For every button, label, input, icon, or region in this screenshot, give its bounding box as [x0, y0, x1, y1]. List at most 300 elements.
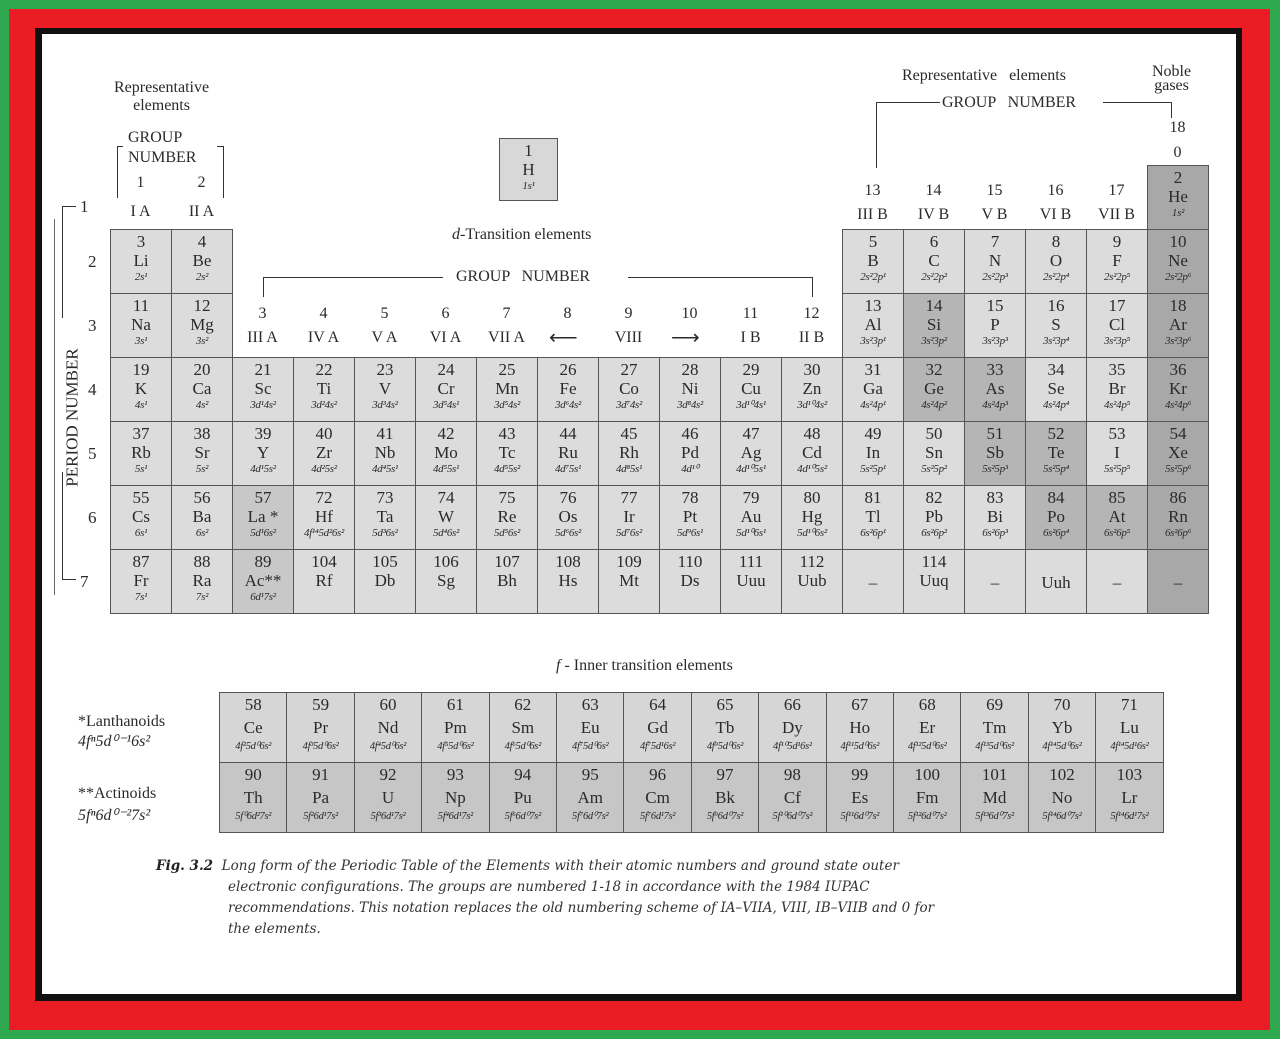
f-element-cell[interactable] — [691, 692, 759, 763]
atomic-number: 61 — [446, 695, 464, 714]
atomic-number: 14 — [925, 296, 943, 315]
left-representative-label: Representative elements — [114, 79, 210, 114]
element-cell[interactable] — [964, 229, 1026, 294]
element-cell[interactable] — [1086, 549, 1148, 614]
electron-config: 5s²5p⁴ — [1042, 463, 1070, 475]
element-cell[interactable] — [1147, 485, 1209, 550]
electron-config: 3s¹ — [134, 335, 148, 347]
element-cell[interactable] — [171, 421, 233, 486]
element-symbol: Yb — [1051, 718, 1073, 737]
electron-config: 5s¹ — [134, 463, 148, 475]
element-symbol: Zr — [315, 443, 333, 462]
atomic-number: 99 — [851, 765, 869, 784]
element-cell[interactable] — [354, 357, 416, 422]
electron-config: 5s²5p¹ — [860, 463, 886, 475]
element-cell[interactable] — [171, 485, 233, 550]
element-cell[interactable] — [720, 421, 782, 486]
f-element-cell[interactable] — [1095, 762, 1163, 833]
electron-config: 5f¹⁴6d⁰7s² — [1042, 811, 1082, 822]
element-cell[interactable] — [598, 549, 660, 614]
element-symbol: Br — [1108, 379, 1126, 398]
element-cell[interactable] — [110, 421, 172, 486]
atomic-number: 51 — [986, 424, 1004, 443]
element-symbol: Fm — [915, 788, 939, 807]
element-cell[interactable] — [171, 293, 233, 358]
element-cell[interactable] — [1025, 357, 1087, 422]
atomic-number: 6 — [929, 232, 939, 251]
element-cell[interactable] — [964, 421, 1026, 486]
group-old-label: IV B — [917, 206, 950, 223]
atomic-number — [843, 552, 903, 571]
element-cell[interactable] — [1025, 485, 1087, 550]
element-cell[interactable] — [598, 421, 660, 486]
f-element-cell[interactable] — [623, 692, 691, 763]
atomic-number: 35 — [1108, 360, 1126, 379]
element-cell[interactable] — [598, 357, 660, 422]
atomic-number: 70 — [1053, 695, 1071, 714]
element-cell[interactable] — [354, 421, 416, 486]
atomic-number: 74 — [437, 488, 455, 507]
element-symbol: Cl — [1108, 315, 1126, 334]
group-old-label: III A — [247, 329, 278, 346]
element-cell[interactable] — [1147, 421, 1209, 486]
element-cell[interactable] — [293, 549, 355, 614]
electron-config: 5f⁰6d²7s² — [235, 811, 272, 822]
group-old-label: V A — [371, 329, 398, 346]
element-cell[interactable] — [903, 485, 965, 550]
right-group-number-label: GROUP NUMBER — [942, 94, 1077, 111]
atomic-number: 110 — [677, 552, 703, 571]
element-cell[interactable] — [842, 485, 904, 550]
element-symbol: Cu — [741, 379, 761, 398]
group-number: 16 — [1047, 182, 1064, 199]
element-cell[interactable] — [1025, 229, 1087, 294]
element-symbol: Ce — [243, 718, 263, 737]
lanthanoids-label: *Lanthanoids — [78, 713, 166, 730]
element-symbol: Ge — [924, 379, 944, 398]
electron-config: 4f⁹5d⁰6s² — [706, 741, 744, 752]
element-symbol: Ac** — [244, 571, 282, 590]
electron-config: 4f⁶5d⁰6s² — [504, 741, 541, 752]
element-symbol: Pm — [444, 718, 467, 737]
element-cell[interactable] — [415, 549, 477, 614]
group-old-label: VI B — [1039, 206, 1072, 223]
element-cell[interactable] — [110, 293, 172, 358]
element-symbol: Pd — [681, 443, 699, 462]
group-number: 6 — [441, 305, 450, 322]
electron-config: 4d¹⁰5s² — [797, 463, 827, 475]
element-symbol: Nb — [374, 443, 396, 462]
element-cell[interactable] — [171, 549, 233, 614]
element-symbol: – — [990, 573, 1000, 592]
element-symbol: Ag — [740, 443, 762, 462]
element-cell[interactable] — [1086, 421, 1148, 486]
electron-config: 3s²3p² — [921, 335, 947, 347]
electron-config: 1s² — [1171, 207, 1185, 219]
element-symbol: Np — [444, 788, 466, 807]
electron-config: 5d¹⁰6s² — [797, 527, 827, 539]
f-element-cell[interactable] — [489, 692, 557, 763]
f-element-cell[interactable] — [556, 692, 624, 763]
electron-config: 4s²4p² — [921, 399, 947, 411]
period-label: 5 — [88, 444, 97, 463]
element-cell[interactable] — [659, 485, 721, 550]
electron-config: 6s²6p⁵ — [1103, 527, 1131, 539]
element-cell[interactable] — [110, 357, 172, 422]
f-element-cell[interactable] — [354, 692, 422, 763]
atomic-number: 114 — [921, 552, 947, 571]
element-symbol: Cf — [783, 788, 801, 807]
f-element-cell[interactable] — [421, 762, 489, 833]
group-old-label: VII A — [488, 329, 525, 346]
element-cell[interactable] — [476, 421, 538, 486]
element-cell[interactable] — [1086, 485, 1148, 550]
element-cell[interactable] — [781, 549, 843, 614]
element-cell[interactable] — [232, 485, 294, 550]
atomic-number: 72 — [315, 488, 333, 507]
element-cell[interactable] — [1147, 549, 1209, 614]
atomic-number: 78 — [681, 488, 699, 507]
element-cell[interactable] — [781, 421, 843, 486]
element-cell[interactable] — [415, 485, 477, 550]
atomic-number: 104 — [311, 552, 337, 571]
element-cell[interactable] — [171, 229, 233, 294]
element-symbol: Mt — [619, 571, 639, 590]
atomic-number: 95 — [581, 765, 599, 784]
atomic-number: 67 — [851, 695, 869, 714]
element-symbol: Pu — [513, 788, 532, 807]
element-symbol: O — [1049, 251, 1063, 270]
atomic-number: 81 — [864, 488, 882, 507]
element-symbol: Cr — [437, 379, 455, 398]
electron-config: 4d⁵5s¹ — [432, 463, 460, 475]
element-cell[interactable] — [1086, 293, 1148, 358]
atomic-number: 29 — [742, 360, 760, 379]
group-number: 11 — [742, 305, 759, 322]
d-transition-title: d-Transition elements — [452, 226, 592, 243]
atomic-number: 48 — [803, 424, 821, 443]
element-cell[interactable] — [964, 549, 1026, 614]
group-old-label: II B — [798, 329, 825, 346]
electron-config: 4d⁴5s¹ — [371, 463, 399, 475]
element-symbol: Si — [926, 315, 942, 334]
element-symbol: Al — [864, 315, 882, 334]
electron-config: 3d¹⁰4s¹ — [736, 399, 766, 411]
element-cell[interactable] — [781, 485, 843, 550]
electron-config: 2s¹ — [134, 271, 148, 283]
element-symbol: – — [1173, 573, 1183, 592]
element-cell[interactable] — [903, 357, 965, 422]
f-element-cell[interactable] — [960, 692, 1028, 763]
element-cell[interactable] — [720, 357, 782, 422]
electron-config: 4f⁴5d⁰6s² — [369, 741, 407, 752]
group-old-label: VIII — [614, 329, 643, 346]
electron-config: 6s² — [195, 527, 209, 539]
element-symbol: Na — [131, 315, 151, 334]
f-transition-title: f - Inner transition elements — [556, 657, 733, 674]
electron-config: 2s²2p³ — [982, 271, 1008, 283]
element-cell[interactable] — [293, 485, 355, 550]
element-cell-H[interactable]: 1 H 1s¹ — [499, 138, 558, 201]
noble-gases-label: Noble gases — [1152, 63, 1192, 94]
f-element-cell[interactable] — [1028, 692, 1096, 763]
electron-config: 3s² — [195, 335, 209, 347]
element-cell[interactable] — [964, 485, 1026, 550]
element-cell[interactable] — [1025, 293, 1087, 358]
element-symbol: F — [1112, 251, 1122, 270]
element-symbol: Xe — [1168, 443, 1188, 462]
group-number: 1 — [136, 174, 145, 191]
electron-config: 4f³5d⁰6s² — [302, 741, 339, 752]
f-element-cell[interactable] — [623, 762, 691, 833]
f-element-cell[interactable] — [826, 692, 894, 763]
element-cell[interactable] — [720, 485, 782, 550]
element-symbol: Sm — [511, 718, 535, 737]
element-cell[interactable] — [354, 549, 416, 614]
electron-config: 4d⁸5s¹ — [615, 463, 643, 475]
f-element-cell[interactable] — [489, 762, 557, 833]
element-cell[interactable] — [842, 421, 904, 486]
element-cell[interactable] — [903, 293, 965, 358]
electron-config: 6s²6p¹ — [860, 527, 886, 539]
atomic-number: 23 — [376, 360, 394, 379]
element-cell[interactable] — [842, 293, 904, 358]
figure-caption: Fig. 3.2 Long form of the Periodic Table of the Elements with their atomic numbers and ground state outer electronic configurations. The groups are numbered 1-18 in accordance with the 1984 IUPAC recommendations. This notation replaces the old numbering scheme of IA–VIIA, VIII, IB–VIIB and 0 for the elements. — [156, 858, 935, 937]
f-element-cell[interactable] — [893, 762, 961, 833]
element-symbol: Ni — [681, 379, 699, 398]
electron-config: 4s²4p⁵ — [1103, 399, 1131, 411]
element-symbol: Am — [577, 788, 603, 807]
f-element-cell[interactable] — [960, 762, 1028, 833]
atomic-number: 76 — [559, 488, 577, 507]
electron-config: 6s²6p⁴ — [1042, 527, 1070, 539]
atomic-number: 97 — [716, 765, 734, 784]
element-symbol: Pr — [313, 718, 329, 737]
atomic-number: 33 — [986, 360, 1004, 379]
atomic-number: 68 — [918, 695, 936, 714]
electron-config: 5s²5p³ — [982, 463, 1008, 475]
element-cell[interactable] — [537, 421, 599, 486]
electron-config: 3d⁶4s² — [554, 399, 582, 411]
element-cell[interactable] — [537, 485, 599, 550]
element-symbol: Tl — [865, 507, 881, 526]
electron-config: 5f⁷6d¹7s² — [639, 811, 676, 822]
atomic-number: 62 — [514, 695, 532, 714]
electron-config: 4f⁷5d¹6s² — [639, 741, 676, 752]
element-cell[interactable] — [1147, 165, 1209, 230]
f-element-cell[interactable] — [286, 762, 354, 833]
f-element-cell[interactable] — [354, 762, 422, 833]
f-element-cell[interactable] — [826, 762, 894, 833]
element-symbol: Kr — [1169, 379, 1187, 398]
element-cell[interactable] — [110, 229, 172, 294]
group-old-label: V B — [981, 206, 1008, 223]
element-cell[interactable] — [110, 549, 172, 614]
element-cell[interactable] — [842, 357, 904, 422]
group-old-label: II A — [188, 203, 215, 220]
element-cell[interactable] — [293, 421, 355, 486]
element-symbol: Eu — [580, 718, 600, 737]
element-symbol: Sg — [437, 571, 455, 590]
atomic-number: 59 — [312, 695, 330, 714]
electron-config: 4f⁷5d⁰6s² — [572, 741, 609, 752]
element-symbol: Uuh — [1041, 573, 1071, 592]
element-cell[interactable] — [964, 293, 1026, 358]
element-cell[interactable] — [232, 357, 294, 422]
element-cell[interactable] — [1147, 229, 1209, 294]
element-cell[interactable] — [476, 549, 538, 614]
atomic-number: 73 — [376, 488, 394, 507]
element-cell[interactable] — [415, 421, 477, 486]
element-cell[interactable] — [842, 229, 904, 294]
atomic-number: 100 — [914, 765, 940, 784]
atomic-number: 93 — [446, 765, 464, 784]
atomic-number: 18 — [1169, 296, 1187, 315]
element-cell[interactable] — [903, 549, 965, 614]
element-cell[interactable] — [842, 549, 904, 614]
electron-config: 4d¹5s² — [250, 463, 276, 475]
electron-config: 5f¹⁰6d⁰7s² — [772, 811, 813, 822]
element-symbol: Tc — [498, 443, 516, 462]
electron-config: 3d²4s² — [311, 399, 337, 411]
element-cell[interactable] — [293, 357, 355, 422]
atomic-number: 46 — [681, 424, 699, 443]
element-cell[interactable] — [1025, 421, 1087, 486]
atomic-number: 13 — [864, 296, 882, 315]
atomic-number: 108 — [555, 552, 581, 571]
atomic-number — [1148, 552, 1208, 571]
atomic-number: 49 — [864, 424, 882, 443]
atomic-number: 30 — [803, 360, 821, 379]
f-element-cell[interactable] — [1028, 762, 1096, 833]
electron-config: 3s²3p³ — [982, 335, 1008, 347]
group-old-label: IV A — [307, 329, 340, 346]
atomic-number: 57 — [254, 488, 272, 507]
f-element-cell[interactable] — [421, 692, 489, 763]
atomic-number: 16 — [1047, 296, 1065, 315]
atomic-number: 80 — [803, 488, 821, 507]
element-symbol: Hf — [315, 507, 333, 526]
period-number-label: PERIOD NUMBER — [62, 348, 82, 487]
element-symbol: Bi — [986, 507, 1004, 526]
element-symbol: Hs — [558, 571, 578, 590]
element-cell[interactable] — [476, 357, 538, 422]
atomic-number: 89 — [254, 552, 272, 571]
right-representative-label: Representative elements — [902, 67, 1066, 84]
atomic-number: 85 — [1108, 488, 1126, 507]
electron-config: 4s²4p⁴ — [1042, 399, 1070, 411]
element-cell[interactable] — [781, 357, 843, 422]
element-cell[interactable] — [598, 485, 660, 550]
atomic-number: 77 — [620, 488, 638, 507]
element-symbol: Fe — [559, 379, 577, 398]
element-cell[interactable] — [232, 421, 294, 486]
atomic-number: 87 — [132, 552, 150, 571]
element-cell[interactable] — [659, 549, 721, 614]
element-symbol: Ru — [558, 443, 578, 462]
f-element-cell[interactable] — [286, 692, 354, 763]
element-cell[interactable] — [415, 357, 477, 422]
element-cell[interactable] — [903, 421, 965, 486]
electron-config: 5d¹⁰6s¹ — [736, 527, 766, 539]
atomic-number: 65 — [716, 695, 734, 714]
element-symbol: Sn — [925, 443, 943, 462]
period-label: 4 — [88, 380, 97, 399]
element-cell[interactable] — [354, 485, 416, 550]
electron-config: 5d⁴6s² — [432, 527, 460, 539]
element-cell[interactable] — [537, 549, 599, 614]
atomic-number: 94 — [514, 765, 532, 784]
element-symbol: Cs — [132, 507, 150, 526]
atomic-number: 9 — [1112, 232, 1122, 251]
element-cell[interactable] — [1147, 293, 1209, 358]
electron-config: 4s²4p³ — [982, 399, 1008, 411]
group-number: 10 — [681, 305, 698, 322]
element-cell[interactable] — [1086, 229, 1148, 294]
f-element-cell[interactable] — [219, 762, 287, 833]
electron-config: 3d¹4s² — [250, 399, 276, 411]
element-symbol: Y — [256, 443, 270, 462]
element-symbol: B — [867, 251, 879, 270]
f-element-cell[interactable] — [893, 692, 961, 763]
element-cell[interactable] — [110, 485, 172, 550]
element-cell[interactable] — [903, 229, 965, 294]
group-number: 14 — [925, 182, 942, 199]
atomic-number: 50 — [925, 424, 943, 443]
electron-config: 4f¹⁴5d⁰6s² — [1042, 741, 1082, 752]
electron-config: 4f¹²5d⁰6s² — [907, 741, 947, 752]
atomic-number: 22 — [315, 360, 333, 379]
element-symbol: Pa — [312, 788, 330, 807]
electron-config: 4f¹⁴5d²6s² — [303, 527, 345, 539]
period-label: 2 — [88, 252, 97, 271]
f-element-cell[interactable] — [556, 762, 624, 833]
element-cell[interactable] — [1025, 549, 1087, 614]
element-symbol: No — [1051, 788, 1073, 807]
atomic-number: 5 — [868, 232, 878, 251]
f-element-cell[interactable] — [219, 692, 287, 763]
electron-config: 4d⁷5s¹ — [554, 463, 582, 475]
group-number: 9 — [624, 305, 633, 322]
electron-config: 3s²3p¹ — [860, 335, 886, 347]
element-cell[interactable] — [171, 357, 233, 422]
element-symbol: Sc — [254, 379, 272, 398]
atomic-number: 4 — [197, 232, 207, 251]
element-symbol: Es — [851, 788, 869, 807]
element-cell[interactable] — [1147, 357, 1209, 422]
atomic-number: 24 — [437, 360, 455, 379]
group-old-label: VI A — [429, 329, 462, 346]
element-symbol: Ho — [849, 718, 871, 737]
left-group-number-label: GROUP NUMBER — [128, 129, 197, 166]
f-element-cell[interactable] — [758, 762, 826, 833]
element-cell[interactable] — [232, 549, 294, 614]
element-cell[interactable] — [964, 357, 1026, 422]
element-cell[interactable] — [659, 357, 721, 422]
f-element-cell[interactable] — [1095, 692, 1163, 763]
element-cell[interactable] — [720, 549, 782, 614]
electron-config: 5d¹6s² — [250, 527, 276, 539]
element-cell[interactable] — [476, 485, 538, 550]
f-element-cell[interactable] — [758, 692, 826, 763]
element-cell[interactable] — [659, 421, 721, 486]
f-element-cell[interactable] — [691, 762, 759, 833]
atomic-number: 39 — [254, 424, 272, 443]
element-cell[interactable] — [537, 357, 599, 422]
element-symbol: Ir — [623, 507, 635, 526]
electron-config: 2s²2p⁵ — [1103, 271, 1131, 283]
element-cell[interactable] — [1086, 357, 1148, 422]
